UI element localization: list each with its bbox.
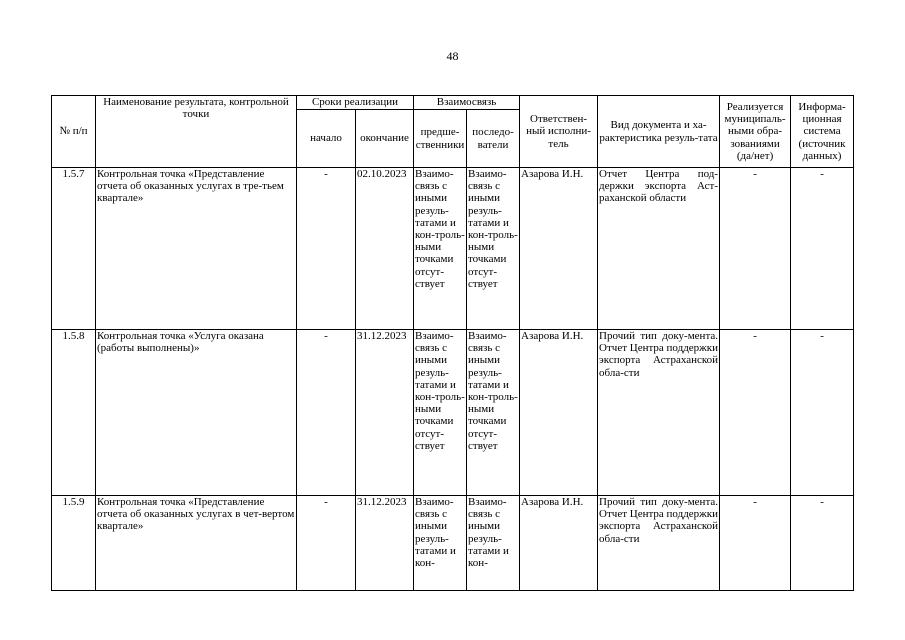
row-end: 31.12.2023 bbox=[356, 496, 414, 591]
row-start: - bbox=[297, 168, 356, 330]
row-start: - bbox=[297, 330, 356, 496]
row-municipal: - bbox=[720, 330, 791, 496]
row-predecessors: Взаимо-связь с иными резуль-татами и кон-троль-ными точками отсут-ствует bbox=[414, 330, 467, 496]
table-row bbox=[52, 496, 854, 591]
header-terms: Сроки реализации bbox=[297, 96, 414, 110]
header-responsible: Ответствен-ный исполни-тель bbox=[520, 96, 598, 168]
row-responsible: Азарова И.Н. bbox=[520, 168, 598, 330]
row-responsible: Азарова И.Н. bbox=[520, 496, 598, 591]
row-infosys: - bbox=[791, 330, 854, 496]
header-relation: Взаимосвязь bbox=[414, 96, 520, 110]
row-doc: Отчет Центра под-держки экспорта Аст-раханской области bbox=[598, 168, 720, 330]
header-successors: последо-ватели bbox=[467, 110, 520, 168]
row-municipal: - bbox=[720, 496, 791, 591]
page-number: 48 bbox=[446, 49, 459, 63]
row-doc: Прочий тип доку-мента. Отчет Центра поддержки экспорта Астраханской обла-сти bbox=[598, 330, 720, 496]
row-num: 1.5.8 bbox=[52, 330, 96, 496]
row-municipal: - bbox=[720, 168, 791, 330]
row-successors: Взаимо-связь с иными резуль-татами и кон-троль-ными точками отсут-ствует bbox=[467, 330, 520, 496]
header-predecessors: предше-ственники bbox=[414, 110, 467, 168]
row-predecessors: Взаимо-связь с иными резуль-татами и кон- bbox=[414, 496, 467, 591]
header-infosys: Информа-ционная система (источник данных) bbox=[791, 96, 854, 168]
header-municipal: Реализуется муниципаль-ными обра-зованиями (да/нет) bbox=[720, 96, 791, 168]
row-name: Контрольная точка «Услуга оказана (работы выполнены)» bbox=[96, 330, 297, 496]
header-start: начало bbox=[297, 110, 356, 168]
table-row bbox=[52, 168, 854, 330]
row-start: - bbox=[297, 496, 356, 591]
header-name: Наименование результата, контрольной точки bbox=[96, 96, 297, 168]
row-successors: Взаимо-связь с иными резуль-татами и кон-троль-ными точками отсут-ствует bbox=[467, 168, 520, 330]
header-end: окончание bbox=[356, 110, 414, 168]
header-doc: Вид документа и ха-рактеристика резуль-тата bbox=[598, 96, 720, 168]
row-successors: Взаимо-связь с иными резуль-татами и кон- bbox=[467, 496, 520, 591]
row-num: 1.5.7 bbox=[52, 168, 96, 330]
row-end: 31.12.2023 bbox=[356, 330, 414, 496]
row-doc: Прочий тип доку-мента. Отчет Центра поддержки экспорта Астраханской обла-сти bbox=[598, 496, 720, 591]
table-row bbox=[52, 330, 854, 496]
plan-table bbox=[51, 95, 854, 591]
row-infosys: - bbox=[791, 168, 854, 330]
row-end: 02.10.2023 bbox=[356, 168, 414, 330]
row-responsible: Азарова И.Н. bbox=[520, 330, 598, 496]
row-name: Контрольная точка «Представление отчета об оказанных услугах в тре-тьем квартале» bbox=[96, 168, 297, 330]
header-num: № п/п bbox=[52, 96, 96, 168]
row-infosys: - bbox=[791, 496, 854, 591]
row-name: Контрольная точка «Представление отчета об оказанных услугах в чет-вертом квартале» bbox=[96, 496, 297, 591]
row-num: 1.5.9 bbox=[52, 496, 96, 591]
row-predecessors: Взаимо-связь с иными резуль-татами и кон-троль-ными точками отсут-ствует bbox=[414, 168, 467, 330]
